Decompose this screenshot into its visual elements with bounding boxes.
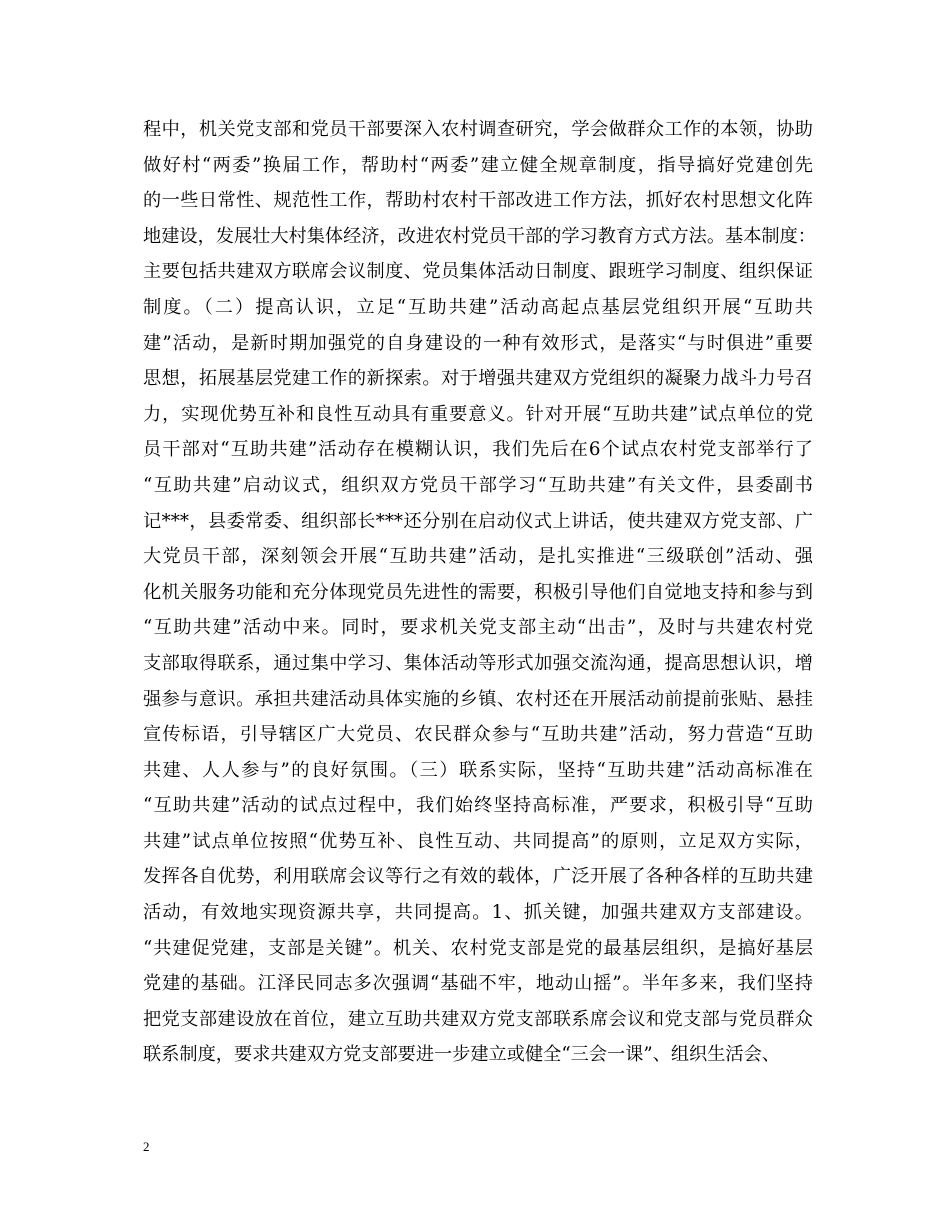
text-line: “互助共建”活动的试点过程中，我们始终坚持高标准，严要求，积极引导“互助	[143, 795, 813, 817]
text-line: 共建”试点单位按照“优势互补、良性互动、共同提高”的原则，立足双方实际，	[143, 830, 813, 852]
text-line: 地建设，发展壮大村集体经济，改进农村党员干部的学习教育方式方法。基本制度：	[143, 225, 816, 247]
text-line: 活动，有效地实现资源共享，共同提高。1、抓关键，加强共建双方支部建设。	[143, 902, 813, 924]
text-line: 宣传标语，引导辖区广大党员、农民群众参与“互助共建”活动，努力营造“互助	[143, 724, 813, 746]
text-line: 把党支部建设放在首位，建立互助共建双方党支部联系席会议和党支部与党员群众	[143, 1008, 813, 1030]
text-line: 化机关服务功能和充分体现党员先进性的需要，积极引导他们自觉地支持和参与到	[143, 581, 813, 603]
text-line: “共建促党建，支部是关键”。机关、农村党支部是党的最基层组织，是搞好基层	[143, 937, 813, 959]
text-line: 的一些日常性、规范性工作，帮助村农村干部改进工作方法，抓好农村思想文化阵	[143, 190, 813, 212]
text-line: 大党员干部，深刻领会开展“互助共建”活动，是扎实推进“三级联创”活动、强	[143, 546, 813, 568]
body-text	[143, 112, 816, 1073]
text-line: 发挥各自优势，利用联席会议等行之有效的载体，广泛开展了各种各样的互助共建	[143, 866, 813, 888]
text-line: 员干部对“互助共建”活动存在模糊认识，我们先后在6个试点农村党支部举行了	[143, 439, 813, 461]
text-line: 党建的基础。江泽民同志多次强调“基础不牢，地动山摇”。半年多来，我们坚持	[143, 973, 813, 995]
text-line: “互助共建”启动议式，组织双方党员干部学习“互助共建”有关文件，县委副书	[143, 474, 813, 496]
text-line: 主要包括共建双方联席会议制度、党员集体活动日制度、跟班学习制度、组织保证	[143, 261, 813, 283]
text-line: 联系制度，要求共建双方党支部要进一步建立或健全“三会一课”、组织生活会、	[143, 1044, 780, 1066]
text-line: 程中，机关党支部和党员干部要深入农村调查研究，学会做群众工作的本领，协助	[143, 119, 813, 140]
text-line: 做好村“两委”换届工作，帮助村“两委”建立健全规章制度，指导搞好党建创先	[143, 154, 813, 176]
text-line: 强参与意识。承担共建活动具体实施的乡镇、农村还在开展活动前提前张贴、悬挂	[143, 688, 813, 710]
text-line: 制度。（二）提高认识，立足“互助共建”活动高起点基层党组织开展“互助共	[143, 296, 813, 318]
text-line: 力，实现优势互补和良性互动具有重要意义。针对开展“互助共建”试点单位的党	[143, 403, 813, 425]
text-line: 支部取得联系，通过集中学习、集体活动等形式加强交流沟通，提高思想认识，增	[143, 652, 813, 674]
page-number: 2	[143, 1139, 150, 1154]
text-line: 建”活动，是新时期加强党的自身建设的一种有效形式，是落实“与时俱进”重要	[143, 332, 813, 354]
text-line: 思想，拓展基层党建工作的新探索。对于增强共建双方党组织的凝聚力战斗力号召	[143, 368, 813, 390]
text-line: 记***，县委常委、组织部长***还分别在启动仪式上讲话，使共建双方党支部、广	[143, 510, 813, 532]
text-line: “互助共建”活动中来。同时，要求机关党支部主动“出击”，及时与共建农村党	[143, 617, 813, 639]
text-line: 共建、人人参与”的良好氛围。（三）联系实际，坚持“互助共建”活动高标准在	[143, 759, 813, 781]
